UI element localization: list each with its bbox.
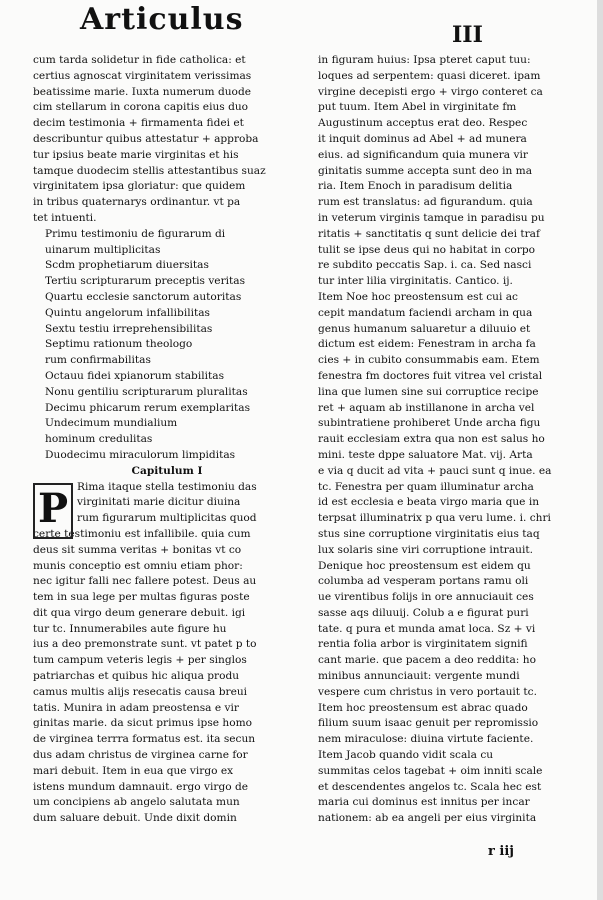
text-line: dit qua virgo deum generare debuit. igi	[33, 606, 246, 619]
text-line: lux solaris sine viri corruptione intrauit.	[318, 543, 534, 556]
text-line: fenestra fm doctores fuit vitrea vel cristal	[318, 369, 543, 382]
text-line: Primu testimoniu de figurarum di	[45, 227, 226, 240]
text-line: lina que lumen sine sui corruptice recipe	[318, 385, 539, 398]
text-line: cant marie. que pacem a deo reddita: ho	[318, 654, 536, 667]
text-line: mini. teste dppe saluatore Mat. vij. Arta	[318, 448, 533, 461]
text-line: rauit ecclesiam extra qua non est salus ho	[318, 433, 545, 446]
text-line: cies + in cubito consummabis eam. Etem	[318, 354, 540, 367]
text-line: in veterum virginis tamque in paradisu pu	[318, 211, 545, 224]
text-line: sasse aqs diluuij. Colub a e figurat puri	[318, 606, 529, 619]
text-line: Nonu gentiliu scripturarum pluralitas	[45, 385, 248, 398]
text-line: ritatis + sanctitatis q sunt delicie dei traf	[318, 227, 540, 240]
text-line: Duodecimu miraculorum limpiditas	[45, 448, 236, 461]
text-line: deus sit summa veritas + bonitas vt co	[33, 543, 242, 556]
text-line: uinarum multiplicitas	[45, 243, 161, 256]
text-line: filium suum isaac genuit per repromissio	[318, 717, 539, 730]
text-line: mari debuit. Item in eua que virgo ex	[33, 764, 234, 777]
text-line: virginitatem ipsa gloriatur: que quidem	[33, 180, 246, 193]
text-line: loques ad serpentem: quasi diceret. ipam	[318, 69, 541, 82]
text-line: put tuum. Item Abel in virginitate fm	[318, 101, 517, 114]
text-line: tulit se ipse deus qui no habitat in corpo	[318, 243, 536, 256]
text-line: Octauu fidei xpianorum stabilitas	[45, 369, 225, 382]
text-line: hominum credulitas	[45, 433, 153, 446]
scan-edge	[597, 0, 603, 900]
text-line: et descendentes angelos tc. Scala hec est	[318, 780, 542, 793]
text-line: cepit mandatum faciendi archam in qua	[318, 306, 533, 319]
text-line: ret + aquam ab instillanone in archa vel	[318, 401, 535, 414]
text-line: virgine decepisti ergo + virgo conteret ca	[318, 85, 543, 98]
text-line: virginitati marie dicitur diuina	[77, 496, 241, 509]
text-line: Scdm prophetiarum diuersitas	[45, 259, 209, 272]
right-column	[318, 53, 586, 827]
text-line: rum figurarum multiplicitas quod	[77, 512, 257, 525]
text-line: de virginea terrra formatus est. ita secun	[33, 733, 256, 746]
text-line: tur ipsius beate marie virginitas et his	[33, 148, 239, 161]
text-line: e via q ducit ad vita + pauci sunt q inue. ea	[318, 464, 552, 477]
text-line: subintratiene prohiberet Unde archa figu	[318, 417, 541, 430]
text-line: summitas celos tagebat + oim inniti scale	[318, 764, 543, 777]
text-line: tamque duodecim stellis attestantibus suaz	[33, 164, 266, 177]
text-line: re subdito peccatis Sap. i. ca. Sed nasci	[318, 259, 532, 272]
text-line: Quartu ecclesie sanctorum autoritas	[45, 290, 242, 303]
text-line: rum confirmabilitas	[45, 354, 151, 367]
text-line: munis conceptio est omniu etiam phor:	[33, 559, 243, 572]
text-line: ginitas marie. da sicut primus ipse homo	[33, 717, 253, 730]
text-line: rum est translatus: ad figurandum. quia	[318, 196, 533, 209]
signature-mark: r iij	[488, 844, 514, 859]
text-line: nationem: ab ea angeli per eius virginita	[318, 812, 537, 825]
text-line: terpsat illuminatrix p qua veru lume. i. chri	[318, 512, 551, 525]
text-line: describuntur quibus attestatur + approba	[33, 132, 259, 145]
text-line: Augustinum acceptus erat deo. Respec	[318, 117, 528, 130]
text-line: rentia folia arbor is virginitatem signifi	[318, 638, 528, 651]
text-line: nec igitur falli nec fallere potest. Deus au	[33, 575, 257, 588]
text-line: genus humanum saluaretur a diluuio et	[318, 322, 531, 335]
text-line: Item Jacob quando vidit scala cu	[318, 749, 494, 762]
text-line: Undecimum mundialium	[45, 417, 178, 430]
text-line: ue virentibus folijs in ore annuciauit ces	[318, 591, 534, 604]
text-line: eius. ad significandum quia munera vir	[318, 148, 528, 161]
text-line: certe testimoniu est infallibile. quia cum	[33, 527, 251, 540]
text-line: id est ecclesia e beata virgo maria que in	[318, 496, 540, 509]
text-line: ria. Item Enoch in paradisum delitia	[318, 180, 513, 193]
text-line: ginitatis summe accepta sunt deo in ma	[318, 164, 533, 177]
text-line: dus adam christus de virginea carne for	[33, 749, 248, 762]
text-line: tur tc. Innumerabiles aute figure hu	[33, 622, 227, 635]
text-line: beatissime marie. Iuxta numerum duode	[33, 85, 251, 98]
text-line: Quintu angelorum infallibilitas	[45, 306, 210, 319]
text-line: Decimu phicarum rerum exemplaritas	[45, 401, 251, 414]
text-line: um concipiens ab angelo salutata mun	[33, 796, 240, 809]
text-line: ius a deo premonstrate sunt. vt patet p to	[33, 638, 257, 651]
text-line: Rima itaque stella testimoniu das	[77, 480, 257, 493]
text-line: Denique hoc preostensum est eidem qu	[318, 559, 531, 572]
text-line: dum saluare debuit. Unde dixit domin	[33, 812, 237, 825]
text-line: vespere cum christus in vero portauit tc.	[318, 685, 537, 698]
text-line: tur inter lilia virginitatis. Cantico. ij.	[318, 275, 513, 288]
text-line: tate. q pura et munda amat loca. Sz + vi	[318, 622, 536, 635]
text-line: Septimu rationum theologo	[45, 338, 193, 351]
text-line: istens mundum damnauit. ergo virgo de	[33, 780, 249, 793]
text-line: cim stellarum in corona capitis eius duo	[33, 101, 249, 114]
text-line: tc. Fenestra per quam illuminatur archa	[318, 480, 534, 493]
text-line: patriarchas et quibus hic aliqua produ	[33, 670, 240, 683]
text-line: minibus annunciauit: vergente mundi	[318, 670, 520, 683]
text-line: Item Noe hoc preostensum est cui ac	[318, 290, 518, 303]
text-line: dictum est eidem: Fenestram in archa fa	[318, 338, 536, 351]
text-line: in tribus quaternarys ordinantur. vt pa	[33, 196, 241, 209]
text-line: tem in sua lege per multas figuras poste	[33, 591, 250, 604]
text-line: decim testimonia + firmamenta fidei et	[33, 117, 244, 130]
text-line: certius agnoscat virginitatem verissimas	[33, 69, 252, 82]
text-line: it inquit dominus ad Abel + ad munera	[318, 132, 527, 145]
left-column	[33, 53, 301, 827]
text-line: Sextu testiu irreprehensibilitas	[45, 322, 213, 335]
text-line: cum tarda solidetur in fide catholica: et	[33, 54, 246, 66]
text-line: in figuram huius: Ipsa pteret caput tuu:	[318, 54, 531, 66]
text-line: tatis. Munira in adam preostensa e vir	[33, 701, 239, 714]
text-line: camus multis alijs resecatis causa breui	[33, 685, 248, 698]
text-line: Capitulum I	[131, 464, 203, 477]
text-line: tum campum veteris legis + per singlos	[33, 654, 247, 667]
text-line: stus sine corruptione virginitatis eius taq	[318, 527, 540, 540]
folio-number: III	[452, 22, 483, 48]
text-line: nem miraculose: diuina virtute faciente.	[318, 733, 534, 746]
text-line: columba ad vesperam portans ramu oli	[318, 575, 529, 588]
text-line: Item hoc preostensum est abrac quado	[318, 701, 528, 714]
text-line: tet intuenti.	[33, 211, 97, 224]
running-title: Articulus	[80, 2, 244, 37]
text-line: Tertiu scripturarum preceptis veritas	[45, 275, 246, 288]
text-line: maria cui dominus est innitus per incar	[318, 796, 530, 809]
drop-cap-initial: P	[33, 483, 73, 539]
